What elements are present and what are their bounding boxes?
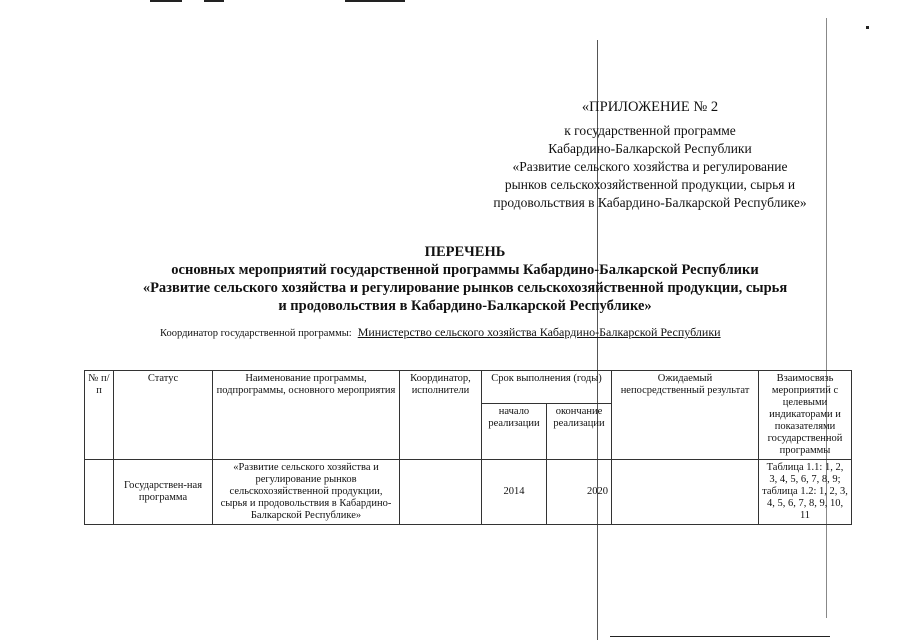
header-start: начало реализации (482, 403, 547, 459)
cell-end: 2020 (547, 460, 612, 525)
cell-status: Государствен-ная программа (114, 460, 213, 525)
document-heading (60, 243, 870, 315)
cell-num (85, 460, 114, 525)
heading-line: ПЕРЕЧЕНЬ (424, 244, 506, 260)
header-status: Статус (114, 371, 213, 460)
scan-artifact (204, 0, 224, 2)
appendix-line: к государственной программе (564, 123, 736, 138)
appendix-line: Кабардино-Балкарской Республики (548, 141, 752, 156)
table-row (85, 460, 852, 525)
header-result: Ожидаемый непосредственный результат (612, 371, 759, 460)
table-header-row (85, 371, 852, 404)
heading-line: и продовольствия в Кабардино-Балкарской Республике» (278, 298, 652, 314)
cell-result (612, 460, 759, 525)
coordinator-label: Координатор государственной программы: (160, 328, 352, 339)
cell-link: Таблица 1.1: 1, 2, 3, 4, 5, 6, 7, 8, 9; таблица 1.2: 1, 2, 3, 4, 5, 6, 7, 8, 9, 10, 11 (759, 460, 852, 525)
heading-line: «Развитие сельского хозяйства и регулирование рынков сельскохозяйственной продукции, сырья (142, 280, 788, 296)
measures-table (84, 370, 852, 525)
cell-name: «Развитие сельского хозяйства и регулирование рынков сельскохозяйственной продукции, сырья и продовольствия в Кабардино-Балкарской Республике» (213, 460, 400, 525)
header-term: Срок выполнения (годы) (482, 371, 612, 404)
header-coordinator: Координатор, исполнители (400, 371, 482, 460)
appendix-line: «Развитие сельского хозяйства и регулирование (512, 159, 788, 174)
header-num: № п/п (85, 371, 114, 460)
appendix-line: продовольствия в Кабардино-Балкарской Республике» (493, 195, 807, 210)
coordinator-line (160, 325, 721, 340)
header-link: Взаимосвязь мероприятий с целевыми индикаторами и показателями государственной программы (759, 371, 852, 460)
cell-start: 2014 (482, 460, 547, 525)
appendix-line: рынков сельскохозяйственной продукции, сырья и (504, 177, 796, 192)
appendix-block (470, 98, 830, 212)
header-end: окончание реализации (547, 403, 612, 459)
coordinator-value: Министерство сельского хозяйства Кабардино-Балкарской Республики (357, 325, 721, 339)
scan-artifact (610, 636, 830, 637)
heading-line: основных мероприятий государственной программы Кабардино-Балкарской Республики (171, 262, 759, 278)
header-name: Наименование программы, подпрограммы, основного мероприятия (213, 371, 400, 460)
scan-artifact (150, 0, 182, 2)
scan-dot (866, 26, 869, 29)
cell-coordinator (400, 460, 482, 525)
appendix-title: «ПРИЛОЖЕНИЕ № 2 (581, 99, 719, 115)
scan-artifact (345, 0, 405, 2)
